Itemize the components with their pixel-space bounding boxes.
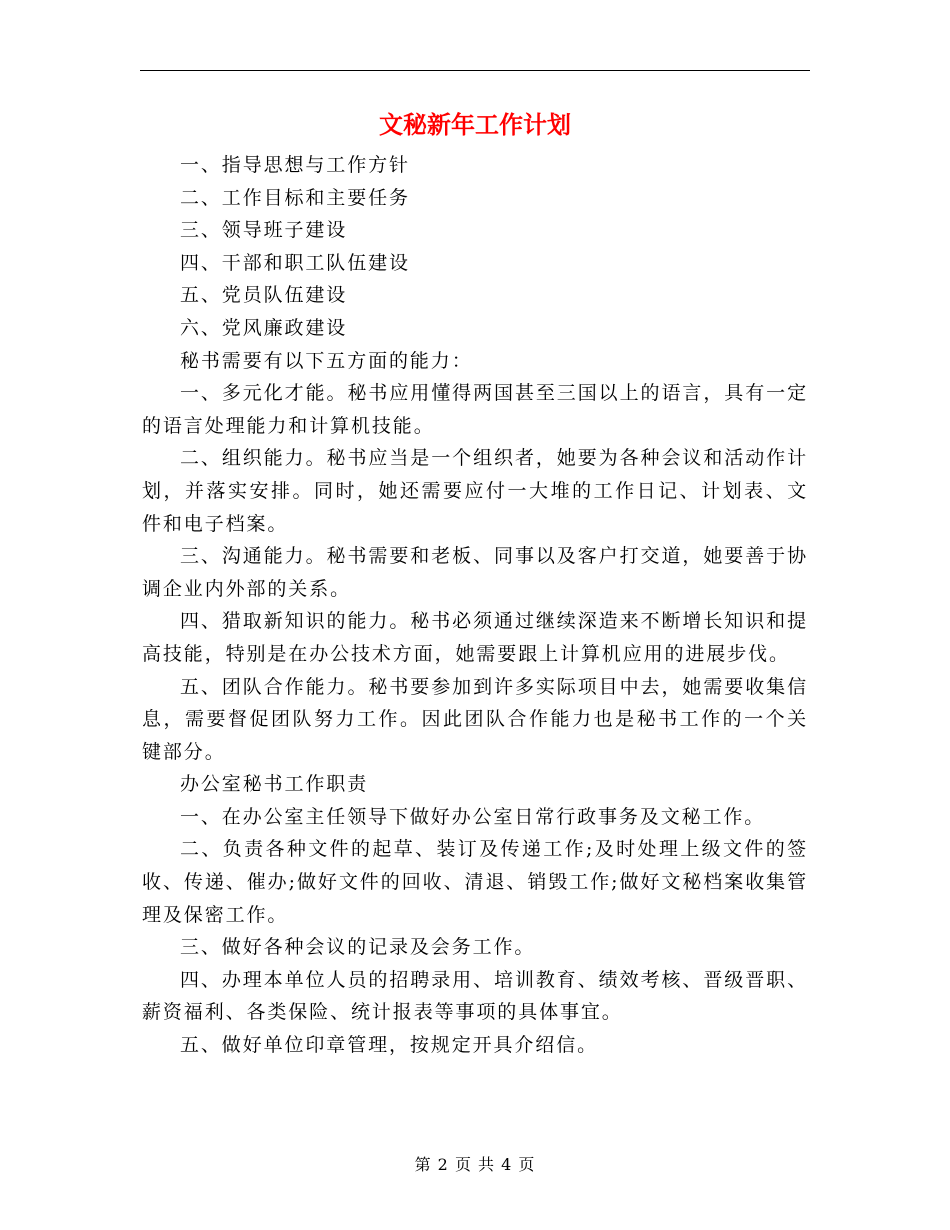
paragraph-16: 三、做好各种会议的记录及会务工作。	[180, 936, 536, 959]
paragraph-9: 二、组织能力。秘书应当是一个组织者，她要为各种会议和活动作计划，并落实安排。同时，她还需要应付一大堆的工作日记、计划表、文件和电子档案。	[142, 447, 808, 535]
header-rule	[140, 70, 810, 71]
paragraph-7: 秘书需要有以下五方面的能力：	[180, 349, 473, 372]
paragraph-10: 三、沟通能力。秘书需要和老板、同事以及客户打交道，她要善于协调企业内外部的关系。	[142, 545, 808, 600]
paragraph-2: 二、工作目标和主要任务	[180, 186, 410, 209]
paragraph-13: 办公室秘书工作职责	[180, 773, 369, 796]
paragraph-17: 四、办理本单位人员的招聘录用、培训教育、绩效考核、晋级晋职、薪资福利、各类保险、统计报表等事项的具体事宜。	[142, 968, 808, 1024]
paragraph-1: 一、指导思想与工作方针	[180, 154, 410, 176]
paragraph-8: 一、多元化才能。秘书应用懂得两国甚至三国以上的语言，具有一定的语言处理能力和计算机技能。	[142, 382, 808, 437]
document-title: 文秘新年工作计划	[379, 110, 571, 139]
paragraph-18: 五、做好单位印章管理，按规定开具介绍信。	[180, 1034, 599, 1057]
paragraph-12: 五、团队合作能力。秘书要参加到许多实际项目中去，她需要收集信息，需要督促团队努力工作。因此团队合作能力也是秘书工作的一个关键部分。	[142, 675, 808, 763]
paragraph-4: 四、干部和职工队伍建设	[180, 251, 410, 274]
paragraph-14: 一、在办公室主任领导下做好办公室日常行政事务及文秘工作。	[180, 805, 766, 828]
paragraph-5: 五、党员队伍建设	[180, 284, 348, 307]
document-body	[142, 149, 808, 1062]
page-number: 第 2 页 共 4 页	[414, 1155, 536, 1174]
paragraph-3: 三、领导班子建设	[180, 219, 348, 242]
paragraph-11: 四、猎取新知识的能力。秘书必须通过继续深造来不断增长知识和提高技能，特别是在办公技术方面，她需要跟上计算机应用的进展步伐。	[142, 610, 808, 665]
paragraph-15: 二、负责各种文件的起草、装订及传递工作;及时处理上级文件的签收、传递、催办;做好文件的回收、清退、销毁工作;做好文秘档案收集管理及保密工作。	[142, 838, 808, 926]
paragraph-6: 六、党风廉政建设	[180, 316, 348, 339]
